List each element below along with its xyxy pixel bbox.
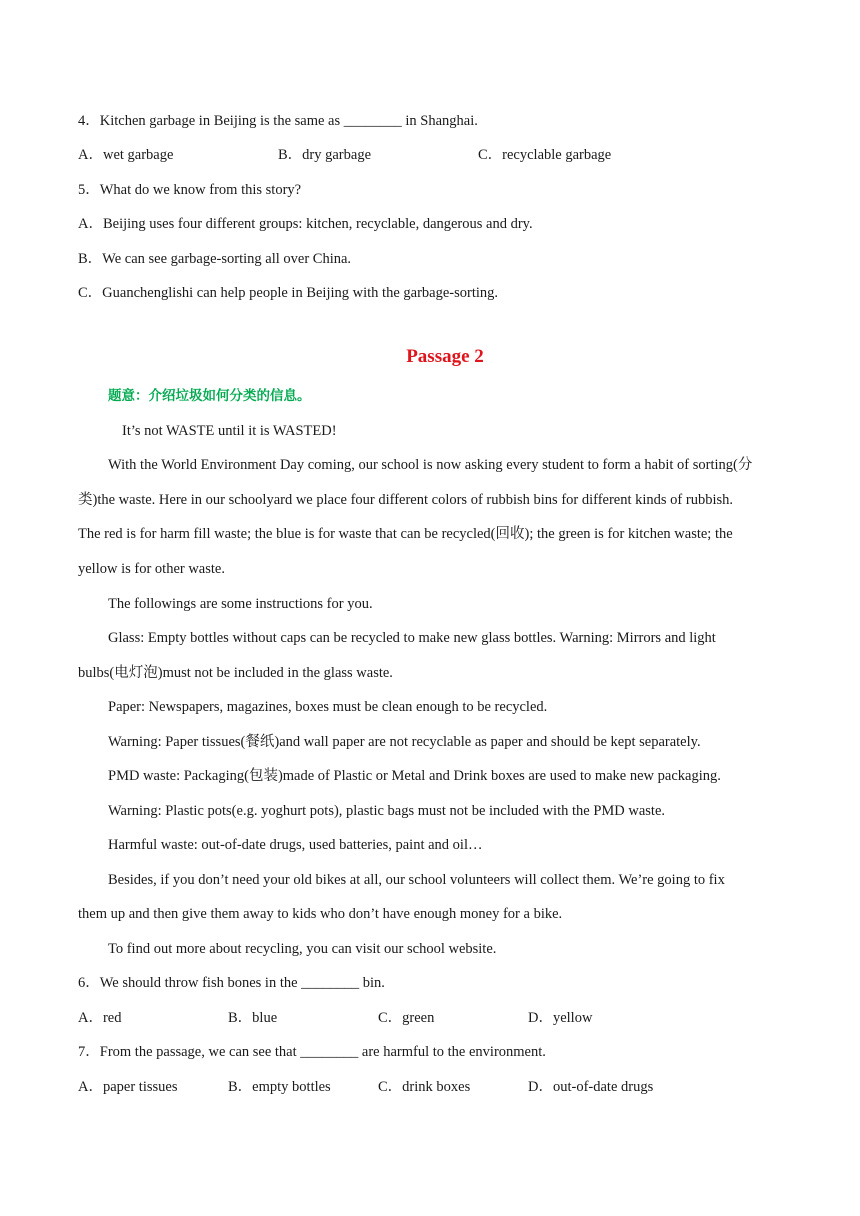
- question-5-option-c: C．Guanchenglishi can help people in Beijing with the garbage-sorting.: [78, 285, 498, 301]
- passage-line: them up and then give them away to kids who don’t have enough money for a bike.: [78, 906, 563, 922]
- question-6-stem: 6．We should throw fish bones in the ________ bin.: [78, 975, 385, 991]
- question-7-option-d: D．out-of-date drugs: [528, 1079, 654, 1095]
- question-4-stem: 4．Kitchen garbage in Beijing is the same as ________ in Shanghai.: [78, 113, 478, 129]
- question-4-option-a: A．wet garbage: [78, 147, 174, 163]
- question-5-option-b: B．We can see garbage-sorting all over China.: [78, 251, 352, 267]
- passage-gist: 题意：介绍垃圾如何分类的信息。: [108, 388, 311, 404]
- question-7-option-b: B．empty bottles: [228, 1079, 331, 1095]
- question-6-option-a: A．red: [78, 1010, 122, 1026]
- passage-line: Paper: Newspapers, magazines, boxes must be clean enough to be recycled.: [108, 699, 548, 715]
- passage-line: Warning: Paper tissues(餐纸)and wall paper are not recyclable as paper and should be kept separately.: [108, 734, 701, 750]
- passage-line: To find out more about recycling, you can visit our school website.: [108, 941, 497, 957]
- question-7-option-a: A．paper tissues: [78, 1079, 178, 1095]
- question-7-stem: 7．From the passage, we can see that ________ are harmful to the environment.: [78, 1044, 546, 1060]
- passage-line: bulbs(电灯泡)must not be included in the glass waste.: [78, 665, 393, 681]
- passage-line: Harmful waste: out-of-date drugs, used batteries, paint and oil…: [108, 837, 483, 853]
- question-5-option-a: A．Beijing uses four different groups: kitchen, recyclable, dangerous and dry.: [78, 216, 533, 232]
- question-6-option-d: D．yellow: [528, 1010, 593, 1026]
- passage-line: yellow is for other waste.: [78, 561, 225, 577]
- passage-line: Warning: Plastic pots(e.g. yoghurt pots), plastic bags must not be included with the PMD waste.: [108, 803, 666, 819]
- question-6-option-c: C．green: [378, 1010, 435, 1026]
- passage-line: The red is for harm fill waste; the blue is for waste that can be recycled(回收); the green is for kitchen waste; the: [78, 526, 733, 542]
- passage-line: Glass: Empty bottles without caps can be recycled to make new glass bottles. Warning: Mirrors and light: [108, 630, 716, 646]
- passage-line: It’s not WASTE until it is WASTED!: [122, 423, 337, 439]
- passage-title: Passage 2: [406, 346, 484, 367]
- passage-line: 类)the waste. Here in our schoolyard we place four different colors of rubbish bins for different kinds of rubbish.: [78, 492, 734, 508]
- passage-line: PMD waste: Packaging(包装)made of Plastic or Metal and Drink boxes are used to make new packaging.: [108, 768, 721, 784]
- question-5-stem: 5．What do we know from this story?: [78, 182, 302, 198]
- question-4-option-b: B．dry garbage: [278, 147, 372, 163]
- passage-line: With the World Environment Day coming, our school is now asking every student to form a habit of sorting(分: [108, 457, 753, 473]
- question-6-option-b: B．blue: [228, 1010, 278, 1026]
- question-4-option-c: C．recyclable garbage: [478, 147, 612, 163]
- question-7-option-c: C．drink boxes: [378, 1079, 471, 1095]
- passage-line: The followings are some instructions for you.: [108, 596, 373, 612]
- passage-line: Besides, if you don’t need your old bikes at all, our school volunteers will collect them. We’re going to fix: [108, 872, 725, 888]
